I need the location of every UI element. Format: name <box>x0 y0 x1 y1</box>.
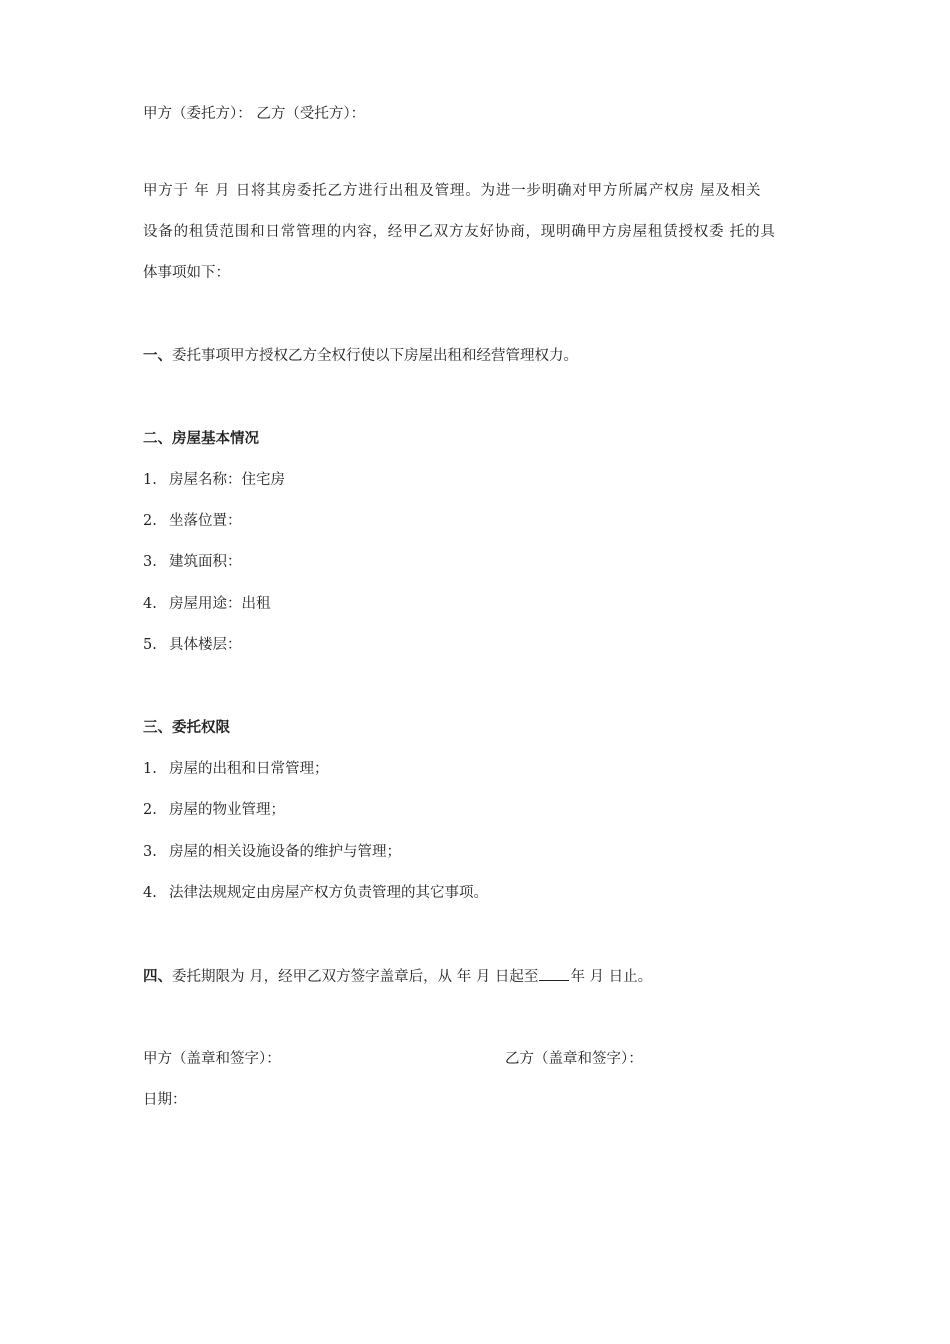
party-a-label: 甲方（委托方）： <box>143 106 252 122</box>
item-text: 法律法规规定由房屋产权方负责管理的其它事项。 <box>169 885 488 901</box>
section-3-heading: 三、委托权限 <box>143 719 230 736</box>
item-text: 房屋的出租和日常管理； <box>169 761 329 777</box>
list-item <box>143 552 242 572</box>
item-text: 房屋的物业管理； <box>169 802 285 818</box>
blank-underline <box>539 966 569 981</box>
list-item <box>143 470 285 490</box>
item-number: 1. <box>143 472 157 488</box>
item-text: 建筑面积： <box>169 554 242 570</box>
section-4-text-after: 年 月 日止。 <box>570 969 653 985</box>
signature-party-a: 甲方（盖章和签字）： <box>143 1051 281 1067</box>
parties-line <box>143 104 365 124</box>
party-b-label: 乙方（受托方）： <box>256 106 366 122</box>
item-text: 房屋名称：住宅房 <box>169 472 285 488</box>
list-item <box>143 800 285 820</box>
section-4-number: 四、 <box>143 968 172 985</box>
list-item <box>143 635 242 655</box>
item-number: 2. <box>143 802 157 818</box>
list-item <box>143 511 242 531</box>
item-text: 坐落位置： <box>169 513 242 529</box>
item-text: 具体楼层： <box>169 637 242 653</box>
section-4 <box>143 966 652 987</box>
item-number: 2. <box>143 513 157 529</box>
section-2-heading: 二、房屋基本情况 <box>143 430 259 447</box>
list-item <box>143 759 329 779</box>
item-text: 房屋用途：出租 <box>169 596 271 612</box>
section-1-number: 一、 <box>143 347 172 364</box>
list-item <box>143 842 401 862</box>
item-number: 1. <box>143 761 157 777</box>
item-number: 3. <box>143 844 157 860</box>
item-number: 4. <box>143 596 157 612</box>
item-number: 3. <box>143 554 157 570</box>
section-1-text: 委托事项甲方授权乙方全权行使以下房屋出租和经营管理权力。 <box>172 348 578 364</box>
signature-date: 日期： <box>143 1092 187 1108</box>
signature-party-b: 乙方（盖章和签字）： <box>505 1051 643 1067</box>
section-1 <box>143 346 578 366</box>
list-item <box>143 594 271 614</box>
item-number: 4. <box>143 885 157 901</box>
item-text: 房屋的相关设施设备的维护与管理； <box>169 844 401 860</box>
intro-line-2: 设备的租赁范围和日常管理的内容，经甲乙双方友好协商，现明确甲方房屋租赁授权委 托的具 <box>143 224 776 240</box>
item-number: 5. <box>143 637 157 653</box>
section-4-text-before: 委托期限为 月，经甲乙双方签字盖章后，从 年 月 日起至 <box>172 969 539 985</box>
intro-line-3: 体事项如下： <box>143 265 230 281</box>
list-item <box>143 883 488 903</box>
intro-line-1: 甲方于 年 月 日将其房委托乙方进行出租及管理。为进一步明确对甲方所属产权房 屋及相关 <box>143 183 762 199</box>
